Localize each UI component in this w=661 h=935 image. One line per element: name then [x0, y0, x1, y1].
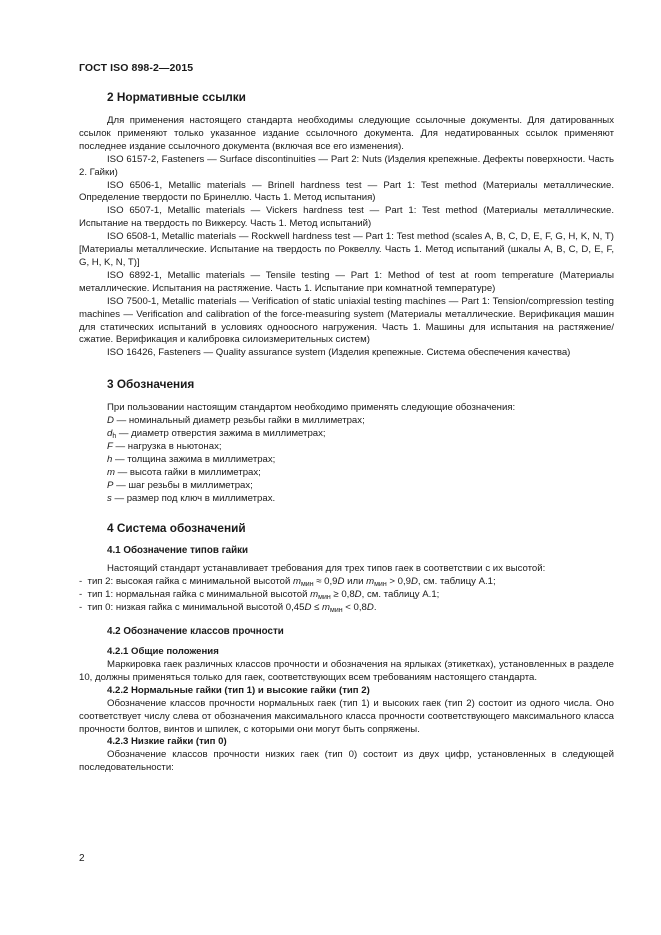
section-3-intro: При пользовании настоящим стандартом необходимо применять следующие обозначения: [107, 402, 516, 414]
symbol-row [107, 467, 614, 480]
reference-item: ISO 6508-1, Metallic materials — Rockwell hardness test — Part 1: Test method (scales A, B, C, D, E, F, G, H, K, N, T) [Материалы металлические. Испытание на твердость по Роквеллу. Часть 1. Метод испытаний (шкалы A, B, C, D, E, F, G, H, K, N, T)] [79, 231, 614, 268]
nut-type-2: - тип 2: высокая гайка с минимальной высотой $m_{мин} \approx 0,9D$ или $m_{мин} > 0,9D$, см. таблицу А.1; [79, 576, 496, 589]
reference-item: ISO 16426, Fasteners — Quality assurance system (Изделия крепежные. Система обеспечения качества) [107, 347, 571, 359]
subsection-4-1-title: 4.1 Обозначение типов гайки [107, 545, 249, 557]
section-2-title: 2 Нормативные ссылки [107, 90, 246, 104]
subsection-4-2-2-title: 4.2.2 Нормальные гайки (тип 1) и высокие гайки (тип 2) [107, 684, 370, 696]
standard-code-header: ГОСТ ISO 898-2—2015 [79, 62, 194, 74]
symbol-description: — диаметр отверстия зажима в миллиметрах; [116, 428, 326, 440]
reference-item: ISO 6892-1, Metallic materials — Tensile testing — Part 1: Method of test at room temperature (Материалы металлические. Испытания на растяжение. Часть 1. Испытание при комнатной температуре) [79, 269, 614, 294]
symbol: h [107, 453, 113, 465]
symbol-row [107, 428, 614, 441]
section-symbols [79, 377, 614, 505]
subsection-4-2-title: 4.2 Обозначение классов прочности [107, 626, 284, 638]
reference-item: ISO 6506-1, Metallic materials — Brinell hardness test — Part 1: Test method (Материалы металлические. Определение твердости по Бринеллю. Часть 1. Метод испытания) [79, 179, 614, 204]
symbol-description: — нагрузка в ньютонах; [112, 440, 222, 452]
section-3-title: 3 Обозначения [107, 377, 195, 392]
section-normative-references [79, 90, 614, 360]
symbol-row [107, 441, 614, 454]
symbol: P [107, 479, 114, 491]
symbol-row [107, 493, 614, 506]
section-4-title: 4 Система обозначений [107, 521, 246, 536]
page-content [79, 90, 614, 775]
reference-item: ISO 7500-1, Metallic materials — Verification of static uniaxial testing machines — Part 1: Tension/compression testing machines — Verification and calibration of the force-measuring system (Материалы металлические. Верификация машин для статических испытаний в условиях одноосного нагружения. Часть 1. Машины для испытания на растяжение/сжатие. Верификация и калибровка силоизмерительных систем) [79, 295, 614, 346]
subsection-4-1-intro: Настоящий стандарт устанавливает требования для трех типов гаек в соответствии с их высотой: [107, 563, 546, 575]
section-designation-system [79, 521, 614, 775]
nut-type-0: - тип 0: низкая гайка с минимальной высотой $0,45D \le m_{мин} < 0,8D$. [79, 602, 377, 615]
subsection-4-2-3-text: Обозначение классов прочности низких гаек (тип 0) состоит из двух цифр, установленных в следующей последовательности: [79, 749, 614, 774]
page-number: 2 [79, 853, 85, 864]
symbol: D [107, 415, 114, 427]
subsection-4-2-1-title: 4.2.1 Общие положения [107, 646, 219, 658]
symbol: m [107, 466, 115, 478]
reference-item: ISO 6507-1, Metallic materials — Vickers hardness test — Part 1: Test method (Материалы металлические. Испытание на твердость по Виккерсу. Часть 1. Метод испытаний) [79, 205, 614, 230]
symbol-list [107, 415, 614, 505]
symbol-subscript: h [112, 433, 117, 441]
section-2-intro: Для применения настоящего стандарта необходимы следующие ссылочные документы. Для датированных ссылок применяют только указанное издание ссылочного документа. Для недатированных ссылок применяют последнее издание ссылочного документа (включая все его изменения). [79, 115, 614, 152]
symbol: s [107, 492, 112, 504]
symbol-row [107, 480, 614, 493]
nut-type-list [79, 576, 614, 615]
symbol-description: — размер под ключ в миллиметрах. [111, 492, 276, 504]
reference-item: ISO 6157-2, Fasteners — Surface discontinuities — Part 2: Nuts (Изделия крепежные. Дефекты поверхности. Часть 2. Гайки) [79, 153, 614, 178]
subsection-4-2-1-text: Маркировка гаек различных классов прочности и обозначения на ярлыках (этикетках), установленных в разделе 10, должны применяться только для гаек, соответствующих всем требованиям настоящего стандарта. [79, 659, 614, 683]
subsection-4-2-3-title: 4.2.3 Низкие гайки (тип 0) [107, 736, 227, 748]
symbol-row [107, 454, 614, 467]
subsection-4-2-2-text: Обозначение классов прочности нормальных гаек (тип 1) и высоких гаек (тип 2) состоит из одного числа. Оно соответствует числу слева от обозначения максимального класса прочности соответствующего максимального класса прочности болтов, винтов и шпилек, с которыми они могут быть сопряжены. [79, 697, 614, 735]
symbol-description: — шаг резьбы в миллиметрах; [113, 479, 253, 491]
symbol-row [107, 415, 614, 428]
symbol: F [107, 440, 113, 452]
symbol: d [107, 428, 113, 440]
symbol-description: — высота гайки в миллиметрах; [115, 466, 261, 478]
symbol-description: — номинальный диаметр резьбы гайки в миллиметрах; [113, 415, 365, 427]
nut-type-1: - тип 1: нормальная гайка с минимальной высотой $m_{мин} \ge 0,8D$, см. таблицу А.1; [79, 589, 440, 602]
symbol-description: — толщина зажима в миллиметрах; [112, 453, 276, 465]
